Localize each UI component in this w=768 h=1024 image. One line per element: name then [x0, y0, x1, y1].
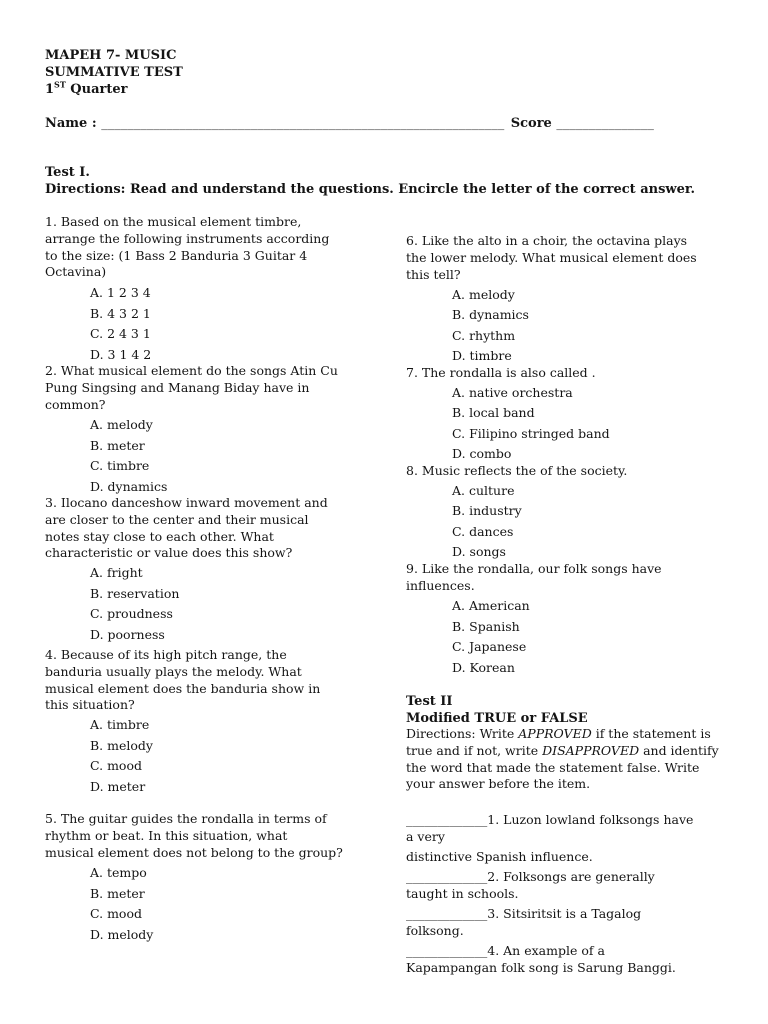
question-4: 4. Because of its high pitch range, the banduria usually plays the melody. What musical element does the banduria show in this situation?: [45, 647, 321, 713]
option: B. local band: [452, 405, 535, 421]
question-6: 6. Like the alto in a choir, the octavina plays the lower melody. What musical element does this tell?: [406, 233, 697, 282]
option: B. meter: [90, 885, 145, 901]
option: C. mood: [90, 758, 142, 773]
question-9-options: [452, 598, 530, 681]
question-1: 1. Based on the musical element timbre, arrange the following instruments according to the size: (1 Bass 2 Banduria 3 Guitar 4 Octavina): [45, 214, 330, 280]
score-label: Score: [510, 116, 552, 131]
question-9: 9. Like the rondalla, our folk songs have influences.: [406, 561, 662, 593]
question-7-options: [452, 385, 610, 466]
option: D. Korean: [452, 660, 515, 676]
tf-item-4: _____________4. An example of a Kapampangan folk song is Sarung Banggi.: [406, 943, 676, 975]
option: B. reservation: [90, 585, 180, 601]
question-4-options: [90, 717, 153, 799]
answer-blank: _____________: [406, 943, 488, 958]
quarter-label: 1ST Quarter: [45, 79, 128, 97]
question-8: 8. Music reflects the of the society.: [406, 463, 628, 478]
option: D. dynamics: [90, 478, 168, 494]
option: A. timbre: [90, 717, 150, 732]
question-2: 2. What musical element do the songs Atin Cu Pung Singsing and Manang Biday have in common?: [45, 363, 338, 412]
option: C. mood: [90, 906, 142, 921]
answer-blank: _____________: [406, 812, 488, 827]
question-5: 5. The guitar guides the rondalla in terms of rhythm or beat. In this situation, what musical element does not belong to the group?: [45, 811, 343, 860]
score-blank: _______________: [556, 116, 654, 131]
name-blank: ______________________________________________________________: [101, 116, 505, 131]
option: C. proudness: [90, 606, 173, 621]
option: D. songs: [452, 543, 506, 559]
option: C. Filipino stringed band: [452, 425, 610, 441]
question-8-options: [452, 483, 522, 564]
option: A. tempo: [90, 865, 147, 880]
option: D. meter: [90, 778, 146, 794]
answer-blank: _____________: [406, 869, 488, 884]
option: A. melody: [452, 287, 515, 302]
tf-item-2: _____________2. Folksongs are generally taught in schools.: [406, 869, 655, 901]
option: A. native orchestra: [452, 385, 573, 400]
question-6-options: [452, 287, 529, 368]
question-3-options: [90, 565, 179, 647]
option: A. melody: [90, 417, 153, 432]
option: D. poorness: [90, 626, 165, 642]
tf-item-3: _____________3. Sitsiritsit is a Tagalog folksong.: [406, 906, 642, 938]
question-3: 3. Ilocano danceshow inward movement and are closer to the center and their musical notes stay close to each other. What characteristic or value does this show?: [45, 495, 328, 561]
tf-item-1: _____________1. Luzon lowland folksongs have a very distinctive Spanish influence.: [406, 812, 694, 864]
test-title: SUMMATIVE TEST: [45, 65, 183, 80]
test2-subtitle: Modified TRUE or FALSE: [406, 711, 588, 726]
option: C. timbre: [90, 458, 150, 473]
option: B. 4 3 2 1: [90, 305, 151, 321]
option: B. melody: [90, 737, 153, 753]
test2-directions: Directions: Write APPROVED if the statement is true and if not, write DISAPPROVED and identify the word that made the statement false. Write your answer before the item.: [406, 726, 719, 792]
test1-title: Test I.: [45, 165, 90, 180]
question-1-options: [90, 285, 151, 367]
option: C. rhythm: [452, 327, 516, 343]
test2-title: Test II: [406, 694, 453, 709]
option: A. culture: [452, 483, 515, 498]
option: C. dances: [452, 523, 514, 539]
name-line: [45, 115, 654, 132]
answer-blank: _____________: [406, 906, 488, 921]
question-2-options: [90, 417, 167, 499]
test1-directions: Directions: Read and understand the questions. Encircle the letter of the correct answer.: [45, 182, 696, 197]
option: A. American: [452, 598, 530, 613]
option: B. meter: [90, 437, 145, 453]
subject-title: MAPEH 7- MUSIC: [45, 48, 177, 63]
question-5-options: [90, 865, 153, 947]
option: C. 2 4 3 1: [90, 326, 151, 341]
option: A. fright: [90, 565, 143, 580]
option: D. 3 1 4 2: [90, 346, 152, 362]
option: B. dynamics: [452, 307, 529, 323]
option: D. timbre: [452, 347, 512, 363]
option: C. Japanese: [452, 639, 527, 655]
option: B. Spanish: [452, 618, 520, 634]
option: B. industry: [452, 503, 522, 519]
question-7: 7. The rondalla is also called .: [406, 365, 596, 380]
option: A. 1 2 3 4: [90, 285, 151, 300]
option: D. melody: [90, 926, 154, 942]
option: D. combo: [452, 445, 512, 461]
name-label: Name :: [45, 116, 97, 131]
